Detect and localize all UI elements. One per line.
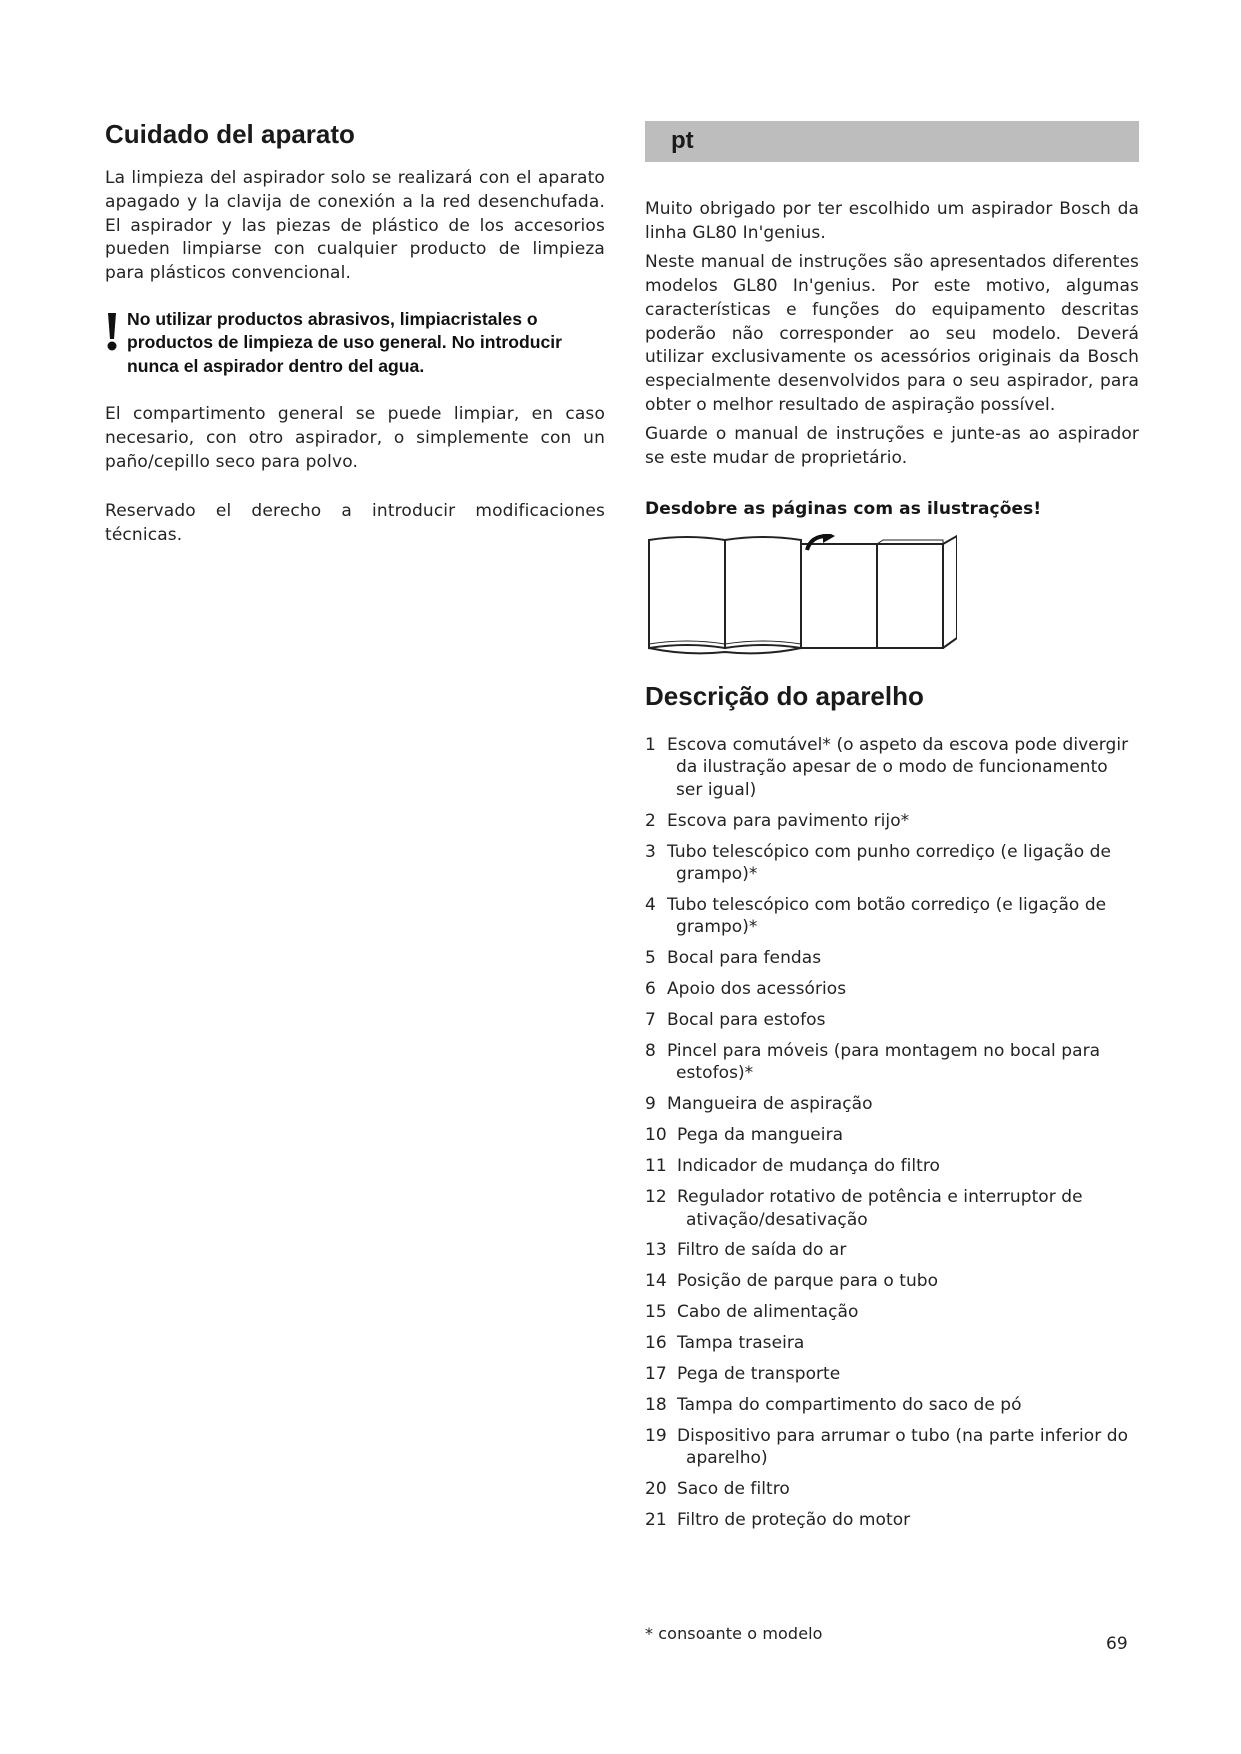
- section-heading-description: Descrição do aparelho: [645, 680, 924, 711]
- parts-list-item: [645, 1239, 1139, 1262]
- parts-list-item: [645, 841, 1139, 886]
- part-description: Mangueira de aspiração: [667, 1094, 873, 1115]
- part-description: Saco de filtro: [677, 1479, 790, 1500]
- intro-paragraph-1: Muito obrigado por ter escolhido um aspirador Bosch da linha GL80 In'genius.: [645, 199, 1139, 243]
- part-number: 15: [645, 1302, 667, 1323]
- left-column: [105, 118, 605, 547]
- part-description: Pega de transporte: [677, 1363, 841, 1384]
- parts-list-item: [645, 894, 1139, 939]
- language-bar: [645, 121, 1139, 162]
- part-number: 7: [645, 1010, 656, 1031]
- language-tag: pt: [671, 127, 694, 154]
- parts-list-item: [645, 1478, 1139, 1501]
- part-number: 14: [645, 1271, 667, 1292]
- care-paragraph-1: La limpieza del aspirador solo se realizará con el aparato apagado y la clavija de conexión a la red desenchufada. El aspirador y las piezas de plástico de los accesorios pueden limpiarse con cualquier producto de limpieza para plásticos convencional.: [105, 168, 605, 284]
- part-description: Tubo telescópico com botão corrediço (e ligação de grampo)*: [667, 894, 1107, 938]
- part-description: Apoio dos acessórios: [667, 979, 847, 1000]
- part-description: Cabo de alimentação: [677, 1302, 859, 1323]
- footnote: * consoante o modelo: [645, 1624, 823, 1643]
- parts-list-item: [645, 1332, 1139, 1355]
- part-number: 19: [645, 1425, 667, 1446]
- exclamation-icon: [105, 312, 119, 352]
- parts-list-item: [645, 810, 1139, 833]
- intro-paragraph-2: Neste manual de instruções são apresentados diferentes modelos GL80 In'genius. Por este motivo, algumas características e funções do equipamento descritas poderão não corresponder ao seu modelo. Deverá utilizar exclusivamente os acessórios originais da Bosch especialmente desenvolvidos para o seu aspirador, para obter o melhor resultado de aspiração possível.: [645, 252, 1139, 415]
- warning-text: No utilizar productos abrasivos, limpiacristales o productos de limpieza de uso general. No introducir nunca el aspirador dentro del agua.: [127, 308, 563, 376]
- part-description: Bocal para fendas: [667, 948, 822, 969]
- part-number: 18: [645, 1394, 667, 1415]
- part-number: 12: [645, 1187, 667, 1208]
- parts-list-item: [645, 1040, 1139, 1085]
- parts-list-item: [645, 1301, 1139, 1324]
- part-number: 9: [645, 1094, 656, 1115]
- parts-list-item: [645, 1394, 1139, 1417]
- part-number: 13: [645, 1240, 667, 1261]
- part-description: Posição de parque para o tubo: [677, 1271, 939, 1292]
- section-heading-care: Cuidado del aparato: [105, 119, 355, 149]
- parts-list-item: [645, 1155, 1139, 1178]
- intro-paragraph-3: Guarde o manual de instruções e junte-as ao aspirador se este mudar de proprietário.: [645, 424, 1139, 469]
- parts-list: [645, 734, 1139, 1532]
- part-number: 1: [645, 734, 656, 755]
- part-description: Filtro de saída do ar: [677, 1240, 847, 1261]
- parts-list-item: [645, 1186, 1139, 1231]
- part-description: Pega da mangueira: [677, 1125, 844, 1146]
- unfold-note: Desdobre as páginas com as ilustrações!: [645, 498, 1042, 519]
- part-description: Pincel para móveis (para montagem no bocal para estofos)*: [667, 1040, 1101, 1084]
- care-paragraph-2: El compartimento general se puede limpiar, en caso necesario, con otro aspirador, o simplemente con un paño/cepillo seco para polvo.: [105, 404, 605, 473]
- part-number: 10: [645, 1125, 667, 1146]
- parts-list-item: [645, 734, 1139, 802]
- part-description: Filtro de proteção do motor: [677, 1510, 911, 1531]
- part-description: Dispositivo para arrumar o tubo (na parte inferior do aparelho): [677, 1425, 1129, 1469]
- page-number: 69: [1106, 1634, 1128, 1654]
- part-number: 21: [645, 1510, 667, 1531]
- part-description: Tubo telescópico com punho corrediço (e ligação de grampo)*: [667, 841, 1112, 885]
- parts-list-item: [645, 1363, 1139, 1386]
- right-column: [645, 198, 1139, 1540]
- parts-list-item: [645, 1425, 1139, 1470]
- part-description: Tampa do compartimento do saco de pó: [677, 1394, 1022, 1415]
- parts-list-item: [645, 1270, 1139, 1293]
- warning-block: [105, 308, 605, 379]
- part-number: 20: [645, 1479, 667, 1500]
- part-number: 17: [645, 1363, 667, 1384]
- part-number: 3: [645, 841, 656, 862]
- part-number: 16: [645, 1333, 667, 1354]
- part-description: Escova para pavimento rijo*: [667, 810, 910, 831]
- part-description: Indicador de mudança do filtro: [677, 1156, 940, 1177]
- part-number: 6: [645, 979, 656, 1000]
- parts-list-item: [645, 1093, 1139, 1116]
- parts-list-item: [645, 1509, 1139, 1532]
- part-description: Tampa traseira: [677, 1333, 805, 1354]
- part-number: 4: [645, 894, 656, 915]
- parts-list-item: [645, 947, 1139, 970]
- parts-list-item: [645, 978, 1139, 1001]
- part-number: 8: [645, 1040, 656, 1061]
- part-description: Escova comutável* (o aspeto da escova pode divergir da ilustração apesar de o modo de funcionamento ser igual): [667, 734, 1129, 800]
- part-number: 5: [645, 948, 656, 969]
- part-number: 2: [645, 810, 656, 831]
- part-description: Bocal para estofos: [667, 1010, 826, 1031]
- parts-list-item: [645, 1009, 1139, 1032]
- part-description: Regulador rotativo de potência e interruptor de ativação/desativação: [677, 1187, 1083, 1230]
- care-paragraph-3: Reservado el derecho a introducir modificaciones técnicas.: [105, 500, 605, 545]
- parts-list-item: [645, 1124, 1139, 1147]
- part-number: 11: [645, 1156, 667, 1177]
- foldout-pages-illustration: [647, 534, 957, 658]
